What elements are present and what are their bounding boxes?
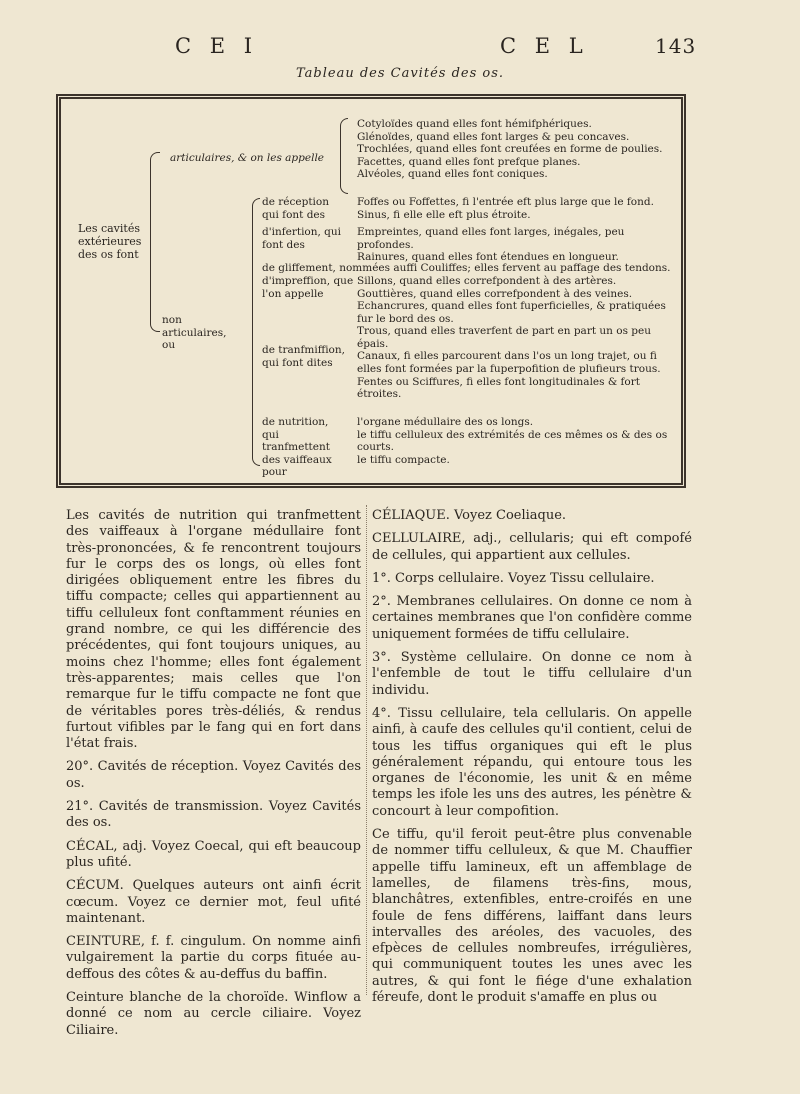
transmission-item: Canaux, fi elles parcourent dans l'os un long trajet, ou fi elles font formées par la fuperpofition de plufieurs trous. — [357, 350, 661, 375]
table-title: Tableau des Cavités des os. — [295, 66, 505, 81]
insertion-item: Rainures, quand elles font étendues en longueur. — [357, 251, 619, 264]
entry-paragraph: 2°. Membranes cellulaires. On donne ce nom à certaines membranes que l'on confidère comme uniquement formées de tiffu cellulaire. — [372, 594, 692, 642]
entry-paragraph: CÉCUM. Quelques auteurs ont ainfi écrit cœcum. Voyez ce dernier mot, feul ufité maintenant. — [66, 878, 361, 926]
root-brace — [150, 152, 160, 332]
entry-paragraph: CELLULAIRE, adj., cellularis; qui eft compofé de cellules, qui appartient aux cellules. — [372, 531, 692, 563]
nutrition-item: le tiffu celluleux des extrémités de ces mêmes os & des os courts. — [357, 428, 668, 454]
articulation-item: Glénoïdes, quand elles font larges & peu concaves. — [357, 130, 630, 143]
transmission-list — [357, 300, 669, 401]
entry-paragraph: CEINTURE, f. f. cingulum. On nomme ainfi vulgairement la partie du corps fituée au-deffous des côtes & au-deffus du baffin. — [66, 934, 361, 982]
non-art-brace — [252, 198, 260, 466]
transmission-label: de tranfmiffion, qui font dites — [262, 344, 345, 369]
transmission-item: Trous, quand elles traverfent de part en part un os peu épais. — [357, 325, 651, 350]
insertion-list — [357, 226, 669, 264]
running-head-left: C E I — [175, 34, 259, 58]
articulation-item: Alvéoles, quand elles font coniques. — [357, 168, 548, 181]
left-column — [66, 508, 361, 1046]
reception-list — [357, 196, 669, 221]
nutrition-item: l'organe médullaire des os longs. — [357, 416, 534, 428]
art-brace — [340, 118, 348, 194]
articulation-item: Facettes, quand elles font prefque planes. — [357, 155, 581, 168]
entry-paragraph: Ce tiffu, qu'il feroit peut-être plus convenable de nommer tiffu celluleux, & que M. Chauffier appelle tiffu lamineux, eft un affemblage de lamelles, de filamens très-fins, mous, blanchâtres, extenfibles, entre-croifés en une foule de fens différens, laiffant dans leurs intervalles des aréoles, des vacuoles, des efpèces de cellules nombreufes, irrégulières, qui communiquent toutes les unes avec les autres, & qui font le fiége d'une exhalation féreufe, dont le produit s'amaffe en plus ou — [372, 827, 692, 1006]
transmission-item: Echancrures, quand elles font fuperficielles, & pratiquées fur le bord des os. — [357, 300, 666, 325]
nutrition-list — [357, 416, 669, 466]
entry-paragraph: 1°. Corps cellulaire. Voyez Tissu cellulaire. — [372, 570, 655, 586]
entry-paragraph: CÉCAL, adj. Voyez Coecal, qui eft beaucoup plus ufité. — [66, 838, 361, 870]
table-root-label: Les cavités extérieures des os font — [78, 222, 142, 261]
nutrition-label: de nutrition, qui tranfmettent des vaiffeaux pour — [262, 416, 332, 479]
reception-item: Sinus, fi elle elle eft plus étroite. — [357, 208, 531, 221]
running-head-right: C E L — [500, 34, 589, 58]
insertion-item: Empreintes, quand elles font larges, inégales, peu profondes. — [357, 226, 625, 251]
articulaires-list — [357, 118, 669, 181]
impression-list — [357, 275, 669, 300]
impression-item: Sillons, quand elles correfpondent à des artères. — [357, 275, 617, 287]
nutrition-item: le tiffu compacte. — [357, 453, 450, 466]
page-number: 143 — [655, 34, 697, 58]
entry-paragraph: Les cavités de nutrition qui tranfmettent des vaiffeaux à l'organe médullaire font très-prononcées, & fe rencontrent toujours fur le corps des os longs, où elles font dirigées obliquement entre les fibres du tiffu compacte; celles qui appartiennent au tiffu celluleux font conftamment réunies en grand nombre, ce qui les différencie des précédentes, qui font toujours uniques, au moins chez l'homme; elles font également très-apparentes; mais celles que l'on remarque fur le tiffu compacte ne font que de véritables pores très-déliés, & rendus furtout vifibles par le fang qui en fort dans l'état frais. — [66, 508, 361, 752]
insertion-label: d'infertion, qui font des — [262, 226, 342, 251]
articulation-item: Trochlées, quand elles font creufées en forme de poulies. — [357, 143, 663, 156]
entry-paragraph: Ceinture blanche de la choroïde. Winflow a donné ce nom au cercle ciliaire. Voyez Ciliaire. — [66, 990, 361, 1038]
impression-item: Gouttières, quand elles correfpondent à des veines. — [357, 287, 633, 300]
entry-paragraph: 20°. Cavités de réception. Voyez Cavités des os. — [66, 759, 361, 791]
articulation-item: Cotyloïdes quand elles font hémifphériques. — [357, 118, 592, 130]
reception-item: Foffes ou Foffettes, fi l'entrée eft plus large que le fond. — [357, 196, 654, 208]
impression-label: d'impreffion, que l'on appelle — [262, 275, 354, 300]
articulaires-label: articulaires, & on les appelle — [170, 152, 325, 164]
right-column — [372, 508, 692, 1013]
transmission-item: Fentes ou Sciffures, fi elles font longitudinales & fort étroites. — [357, 375, 640, 401]
non-articulaires-label: non articulaires, ou — [162, 314, 227, 352]
entry-paragraph: 4°. Tissu cellulaire, tela cellularis. On appelle ainfi, à caufe des cellules qu'il contient, celui de tous les tiffus organiques qui eft le plus généralement répandu, qui entoure tous les organes de l'économie, les unit & en même temps les ifole les uns des autres, les pénètre & concourt à leur compofition. — [372, 705, 692, 819]
entry-paragraph: 3°. Système cellulaire. On donne ce nom à l'enfemble de tout le tiffu cellulaire d'un individu. — [372, 650, 692, 698]
glissement-line: de gliffement, nommées auffi Couliffes; elles fervent au paffage des tendons. — [262, 262, 671, 274]
entry-paragraph: 21°. Cavités de transmission. Voyez Cavités des os. — [66, 799, 361, 831]
reception-label: de réception qui font des — [262, 196, 329, 221]
entry-paragraph: CÉLIAQUE. Voyez Coeliaque. — [372, 508, 567, 523]
column-divider — [366, 505, 368, 995]
